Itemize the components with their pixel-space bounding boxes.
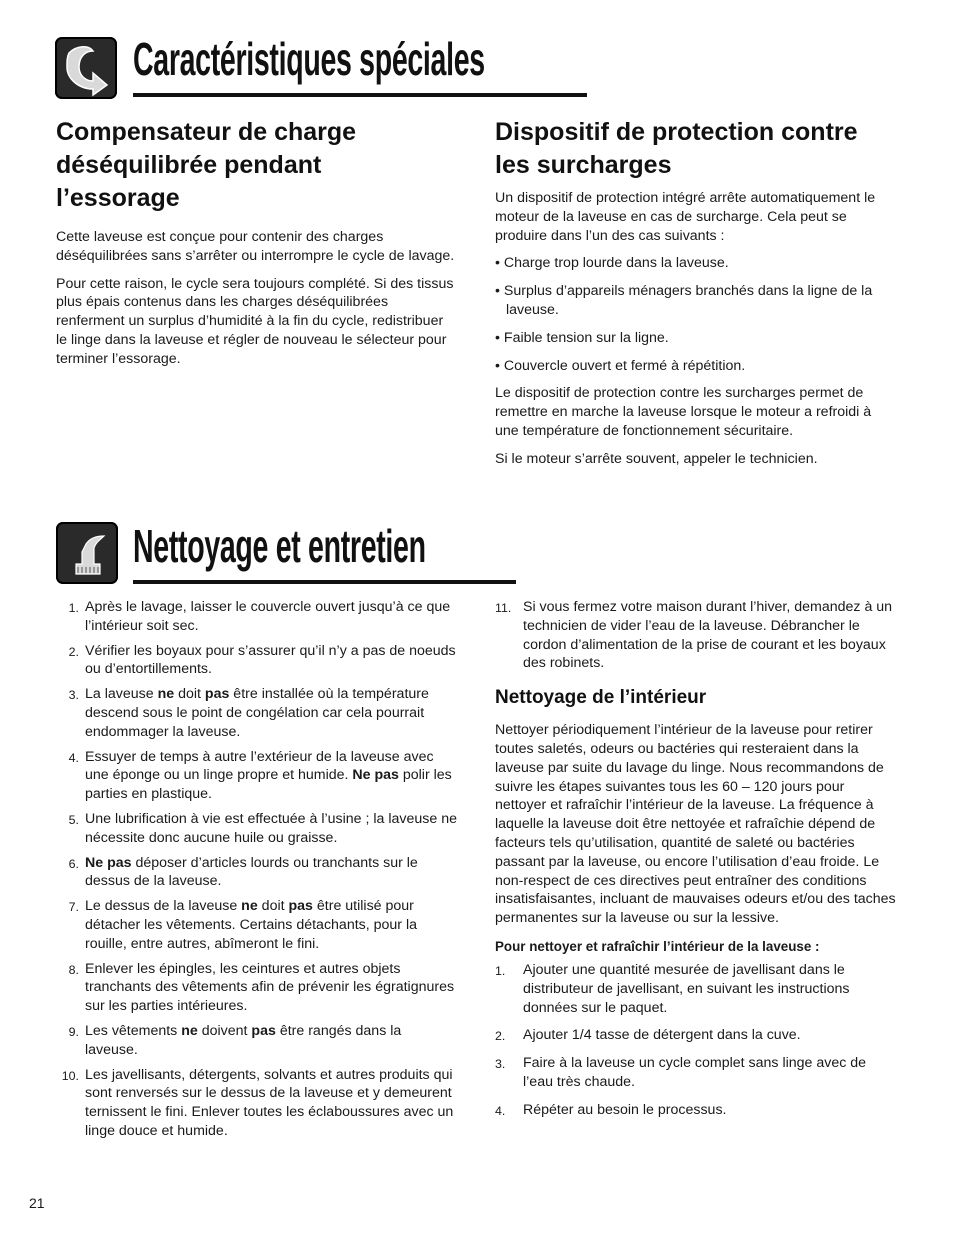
numbered-list (495, 598, 897, 673)
paragraph: Le dispositif de protection contre les surcharges permet de remettre en marche la laveuse lorsque le moteur a refroidi à une température de fonctionnement sécuritaire. (495, 385, 872, 439)
interior-heading: Nettoyage de l’intérieur (495, 687, 707, 709)
unbalanced-heading: Compensateur de charge déséquilibrée pendant l’essorage (56, 118, 357, 212)
paragraph: Un dispositif de protection intégré arrête automatiquement le moteur de la laveuse en cas de surcharge. Cela peut se produire dans l’un des cas suivants : (495, 190, 876, 244)
emphasis-text: ne (157, 686, 175, 703)
interior-subheading: Pour nettoyer et rafraîchir l’intérieur de la laveuse : (495, 938, 820, 954)
list-text: Répéter au besoin le processus. (523, 1101, 727, 1118)
list-item (57, 1066, 457, 1141)
list-text: être utilisé pour détacher les vêtements. Certains détachants, pour la rouille, entre autres, abîmeront le fini. (85, 898, 418, 952)
section-rule (133, 580, 516, 584)
list-text: Ajouter 1/4 tasse de détergent dans la cuve. (523, 1027, 801, 1044)
list-text: doit (174, 686, 205, 703)
list-number: 4. (68, 750, 79, 765)
list-item (57, 897, 457, 953)
list-text: polir les parties en plastique. (85, 767, 452, 803)
list-number: 6. (68, 856, 79, 871)
list-item (495, 961, 897, 1017)
list-item (57, 748, 457, 804)
list-item: • Surplus d’appareils ménagers branchés dans la ligne de la laveuse. (495, 283, 873, 318)
list-number: 7. (68, 900, 79, 915)
list-text: Les vêtements (85, 1022, 182, 1039)
list-item (57, 598, 457, 636)
paragraph: Pour cette raison, le cycle sera toujours complété. Si des tissus plus épais contenus dans les charges déséquilibrées renferment un surplus d’humidité à la fin du cycle, redistribuer le linge dans la laveuse et régler de nouveau le sélecteur pour terminer l’essorage. (56, 275, 454, 367)
list-item (495, 598, 897, 673)
list-text: être rangés dans la laveuse. (85, 1022, 402, 1058)
list-text: doit (257, 898, 289, 915)
list-item (57, 685, 457, 741)
list-text: Enlever les épingles, les ceintures et autres objets tranchants des vêtements afin de prévenir les égratignures sur les parties intérieures. (85, 960, 455, 1015)
list-number: 11. (495, 601, 512, 615)
list-item (495, 1101, 897, 1120)
list-item: • Couvercle ouvert et fermé à répétition. (495, 357, 746, 374)
overload-protection-section (495, 116, 897, 478)
list-item (57, 810, 457, 848)
page-number: 21 (29, 1195, 45, 1211)
care-list-left (57, 598, 457, 1147)
emphasis-text: pas (204, 686, 230, 703)
emphasis-text: ne (181, 1022, 198, 1039)
list-number: 1. (68, 601, 79, 615)
emphasis-text: Ne pas (85, 854, 132, 871)
list-text: Les javellisants, détergents, solvants et autres produits qui sont renversés sur le dessus de la laveuse et y demeurent ternissent le fini. Enlever toutes les éclaboussures avec un linge douce et humide. (85, 1066, 454, 1139)
care-list-right (495, 598, 897, 1129)
list-item: • Charge trop lourde dans la laveuse. (495, 255, 729, 272)
list-number: 9. (68, 1024, 79, 1039)
list-number: 2. (495, 1029, 506, 1044)
emphasis-text: Ne pas (352, 767, 399, 784)
list-number: 4. (495, 1103, 506, 1118)
list-number: 3. (495, 1057, 506, 1072)
list-text: Si vous fermez votre maison durant l’hiver, demandez à un technicien de vider l’eau de la laveuse. Débrancher le cordon d’alimentation de la prise de courant et les boyaux des robinets. (523, 599, 893, 672)
unbalanced-load-section (56, 116, 456, 378)
list-number: 10. (61, 1068, 79, 1083)
numbered-list (495, 961, 897, 1120)
list-item (57, 854, 457, 892)
list-number: 2. (68, 644, 79, 659)
paragraph: Nettoyer périodiquement l’intérieur de la laveuse pour retirer toutes saletés, odeurs ou bactéries qui resteraient dans la laveuse par suite du lavage du linge. Nous recommandons de suivre les étapes suivantes tous les 60 – 120 jours pour nettoyer et rafraîchir l’intérieur de la laveuse. La fréquence à laquelle la laveuse doit être nettoyée et rafraîchie dépend de facteurs tels qu’utilisation, quantité de saleté ou bactéries passant par la laveuse, ou encore l’utilisation d’eau froide. Le non-respect de ces directives peut entraîner des conditions insatisfaisantes, incluant de mauvaises odeurs et/ou des taches permanentes sur la laveuse ou sur la lessive. (495, 722, 896, 927)
numbered-list (57, 598, 457, 1141)
list-text: être installée où la température descend sous le point de congélation car cela pourrait endommager la laveuse. (85, 686, 429, 740)
list-text: La laveuse (85, 686, 158, 703)
list-item (57, 1022, 457, 1060)
paragraph: Cette laveuse est conçue pour contenir des charges déséquilibrées sans s’arrêter ou interrompre le cycle de lavage. (56, 229, 455, 264)
paragraph: Si le moteur s’arrête souvent, appeler le technicien. (495, 450, 818, 467)
list-text: Une lubrification à vie est effectuée à l’usine ; la laveuse ne nécessite donc aucune huile ou graisse. (85, 810, 457, 846)
list-text: Le dessus de la laveuse (85, 898, 242, 915)
list-text: Ajouter une quantité mesurée de javellisant dans le distributeur de javellisant, en suivant les instructions données sur le paquet. (523, 961, 850, 1016)
list-item (57, 642, 457, 680)
list-item (57, 960, 457, 1016)
list-number: 3. (68, 688, 79, 703)
list-item (495, 1026, 897, 1045)
list-item (495, 1054, 897, 1092)
section-title-cleaning: Nettoyage et entretien (133, 520, 426, 572)
emphasis-text: pas (288, 898, 313, 915)
section-title-special: Caractéristiques spéciales (133, 33, 485, 85)
list-text: Faire à la laveuse un cycle complet sans linge avec de l’eau très chaude. (523, 1055, 867, 1090)
list-text: Vérifier les boyaux pour s’assurer qu’il n’y a pas de noeuds ou d’entortillements. (85, 642, 456, 678)
section-rule (133, 93, 587, 97)
list-number: 1. (495, 963, 506, 978)
list-number: 5. (68, 812, 79, 827)
list-item: • Faible tension sur la ligne. (495, 329, 669, 346)
list-text: Après le lavage, laisser le couvercle ouvert jusqu’à ce que l’intérieur soit sec. (85, 599, 451, 634)
emphasis-text: pas (251, 1022, 276, 1039)
list-number: 8. (68, 962, 79, 977)
list-text: déposer d’articles lourds ou tranchants sur le dessus de la laveuse. (85, 854, 418, 890)
emphasis-text: ne (241, 898, 258, 915)
cleaning-brush-icon (56, 522, 118, 584)
list-text: doivent (197, 1022, 252, 1039)
curved-arrow-icon (55, 37, 117, 99)
overload-heading: Dispositif de protection contre les surcharges (495, 118, 858, 179)
list-text: Essuyer de temps à autre l’extérieur de la laveuse avec une éponge ou un linge propre et humide. (85, 748, 434, 784)
